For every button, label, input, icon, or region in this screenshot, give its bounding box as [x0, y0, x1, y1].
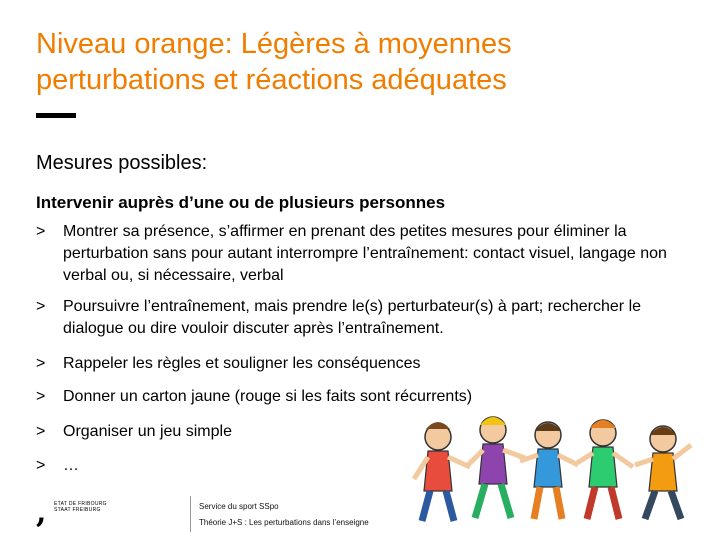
bullet-marker: > — [36, 298, 46, 315]
logo-comma-icon: , — [36, 495, 47, 530]
child-figure — [635, 426, 691, 519]
logo-line-2: STAAT FREIBURG — [54, 507, 101, 513]
bullet-marker: > — [36, 223, 46, 240]
bullet-marker: > — [36, 388, 46, 405]
child-figure — [467, 417, 525, 518]
bullet-item — [36, 296, 696, 340]
bullet-marker: > — [36, 457, 46, 474]
bullet-item — [36, 221, 696, 287]
children-playing-illustration — [408, 395, 720, 540]
slide-title: Niveau orange: Légères à moyennes perturbations et réactions adéquates — [36, 28, 512, 96]
subtitle: Mesures possibles: — [36, 152, 208, 174]
bullet-text: … — [63, 457, 79, 474]
bullet-text: Poursuivre l’entraînement, mais prendre le(s) perturbateur(s) à part; rechercher le dialogue ou dire vouloir discuter après l’entraînement. — [63, 298, 642, 337]
footer-divider — [190, 496, 191, 532]
bullet-item — [36, 353, 696, 375]
section-heading: Intervenir auprès d’une ou de plusieurs personnes — [36, 193, 446, 212]
title-underline-bar — [36, 113, 76, 118]
bullet-marker: > — [36, 423, 46, 440]
footer-theory: Théorie J+S : Les perturbations dans l’enseigne — [199, 518, 369, 527]
child-figure — [577, 420, 633, 519]
bullet-text: Organiser un jeu simple — [63, 423, 232, 440]
bullet-marker: > — [36, 355, 46, 372]
bullet-text: Donner un carton jaune (rouge si les faits sont récurrents) — [63, 388, 473, 405]
bullet-text: Montrer sa présence, s’affirmer en prenant des petites mesures pour éliminer la perturbation sans pour autant interrompre l’entraînement: contact visuel, langage non verbal ou, si nécessaire, verbal — [63, 223, 667, 284]
child-figure — [520, 422, 578, 519]
bullet-text: Rappeler les règles et souligner les conséquences — [63, 355, 421, 372]
logo-text — [54, 501, 107, 513]
child-figure — [414, 422, 470, 521]
footer-text — [199, 499, 369, 531]
footer-service: Service du sport SSpo — [199, 502, 279, 511]
canton-logo — [36, 495, 126, 530]
logo-line-1: ETAT DE FRIBOURG — [54, 501, 107, 507]
